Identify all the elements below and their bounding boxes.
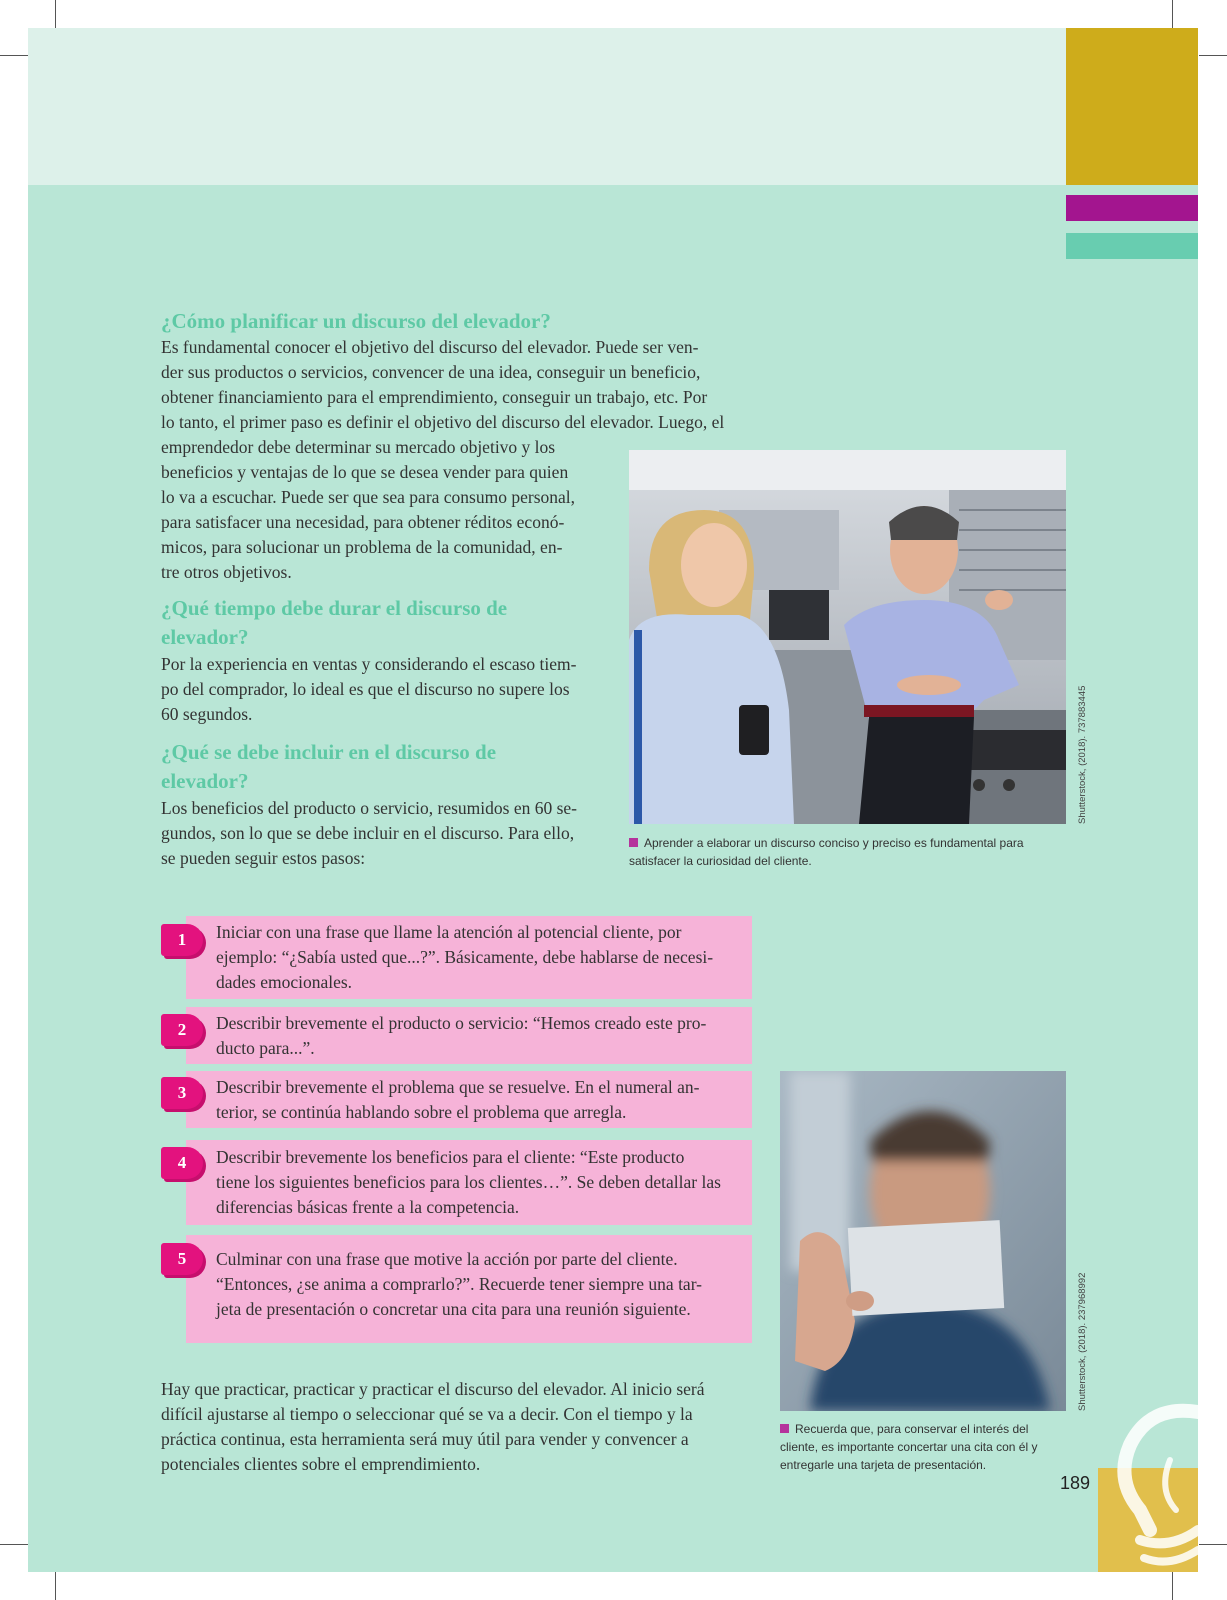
text-line: diferencias básicas frente a la competencia. [216,1197,520,1217]
text-line: para satisfacer una necesidad, para obtener réditos econó- [161,512,565,532]
step-number-badge: 3 [161,1077,203,1109]
crop-mark [55,1572,56,1600]
text-line: der sus productos o servicios, convencer de una idea, conseguir un beneficio, [161,362,701,382]
text-line: jeta de presentación o concretar una cita para una reunión siguiente. [216,1299,691,1319]
text-line: Culminar con una frase que motive la acción por parte del cliente. [216,1249,678,1269]
decor-gold-block [1066,28,1198,185]
caption-bullet-icon [629,838,638,847]
section-paragraph-continued [161,435,606,585]
step-text [216,1011,742,1061]
closing-paragraph [161,1377,753,1477]
crop-mark [1199,55,1227,56]
step-box [186,916,752,999]
text-line: tre otros objetivos. [161,562,292,582]
text-line: potenciales clientes sobre el emprendimiento. [161,1454,481,1474]
step-number-badge: 5 [161,1243,203,1275]
step-number-badge: 4 [161,1147,203,1179]
text-line: práctica continua, esta herramienta será muy útil para vender y convencer a [161,1429,689,1449]
page-number: 189 [1060,1473,1091,1493]
decor-teal-bar [1066,233,1198,259]
section-heading [161,738,606,796]
photo-credit: Shutterstock, (2018). 237968992 [1077,1272,1088,1411]
text-line: dades emocionales. [216,972,353,992]
text-line: se pueden seguir estos pasos: [161,848,366,868]
section-paragraph [161,335,753,435]
text-line: Describir brevemente el producto o servicio: “Hemos creado este pro- [216,1013,707,1033]
caption-text: Aprender a elaborar un discurso conciso y preciso es fundamental para [644,836,1024,850]
text-line: lo va a escuchar. Puede ser que sea para consumo personal, [161,487,576,507]
caption-line: satisfacer la curiosidad del cliente. [629,854,812,868]
heading-line: ¿Qué tiempo debe durar el discurso de [161,596,508,620]
text-line: gundos, son lo que se debe incluir en el discurso. Para ello, [161,823,575,843]
text-line: ducto para...”. [216,1038,315,1058]
text-line: lo tanto, el primer paso es definir el objetivo del discurso del elevador. Luego, el [161,412,725,432]
caption-line: cliente, es importante concertar una cita con él y [780,1440,1038,1454]
text-line: difícil ajustarse al tiempo o seleccionar qué se va a decir. Con el tiempo y la [161,1404,693,1424]
photo-business-card [780,1071,1066,1411]
photo-caption [780,1420,1080,1474]
caption-bullet-icon [780,1424,789,1433]
caption-line [629,834,1069,852]
section-heading [161,594,606,652]
text-line: emprendedor debe determinar su mercado objetivo y los [161,437,556,457]
step-box [186,1140,752,1225]
text-line: po del comprador, lo ideal es que el discurso no supere los [161,679,570,699]
text-line: micos, para solucionar un problema de la comunidad, en- [161,537,563,557]
text-line: ejemplo: “¿Sabía usted que...?”. Básicamente, debe hablarse de necesi- [216,947,714,967]
step-number-badge: 2 [161,1014,203,1046]
heading-line: ¿Qué se debe incluir en el discurso de [161,740,497,764]
photo-credit: Shutterstock, (2018). 737883445 [1077,685,1088,824]
crop-mark [0,1544,28,1545]
text-line: Es fundamental conocer el objetivo del discurso del elevador. Puede ser ven- [161,337,699,357]
step-box [186,1007,752,1064]
text-line: obtener financiamiento para el emprendimiento, conseguir un trabajo, etc. Por [161,387,708,407]
text-line: 60 segundos. [161,704,253,724]
section-paragraph [161,796,606,871]
text-line: tiene los siguientes beneficios para los clientes…”. Se deben detallar las [216,1172,721,1192]
step-box [186,1235,752,1343]
photo-caption [629,834,1069,870]
text-line: Hay que practicar, practicar y practicar el discurso del elevador. Al inicio será [161,1379,705,1399]
section-heading: ¿Cómo planificar un discurso del elevador? [161,309,551,333]
crop-mark [1172,0,1173,28]
heading-line: elevador? [161,769,249,793]
caption-line: entregarle una tarjeta de presentación. [780,1458,987,1472]
crop-mark [55,0,56,28]
caption-text: Recuerda que, para conservar el interés del [795,1422,1029,1436]
text-line: “Entonces, ¿se anima a comprarlo?”. Recuerde tener siempre una tar- [216,1274,703,1294]
step-box [186,1071,752,1128]
step-text [216,1145,742,1220]
photo-kitchen-conversation [629,450,1066,824]
text-line: Por la experiencia en ventas y considerando el escaso tiem- [161,654,577,674]
text-line: Iniciar con una frase que llame la atención al potencial cliente, por [216,922,682,942]
heading-line: elevador? [161,625,249,649]
step-number-badge: 1 [161,924,203,956]
lightbulb-icon [1110,1400,1220,1580]
decor-magenta-bar [1066,195,1198,221]
step-text [216,1075,742,1125]
caption-line [780,1420,1080,1438]
header-band [28,28,1066,185]
crop-mark [0,55,28,56]
section-paragraph [161,652,606,727]
step-text [216,1247,742,1322]
text-line: Describir brevemente los beneficios para el cliente: “Este producto [216,1147,685,1167]
text-line: beneficios y ventajas de lo que se desea vender para quien [161,462,569,482]
text-line: Los beneficios del producto o servicio, resumidos en 60 se- [161,798,578,818]
text-line: Describir brevemente el problema que se resuelve. En el numeral an- [216,1077,700,1097]
step-text [216,920,742,995]
text-line: terior, se continúa hablando sobre el problema que arregla. [216,1102,627,1122]
